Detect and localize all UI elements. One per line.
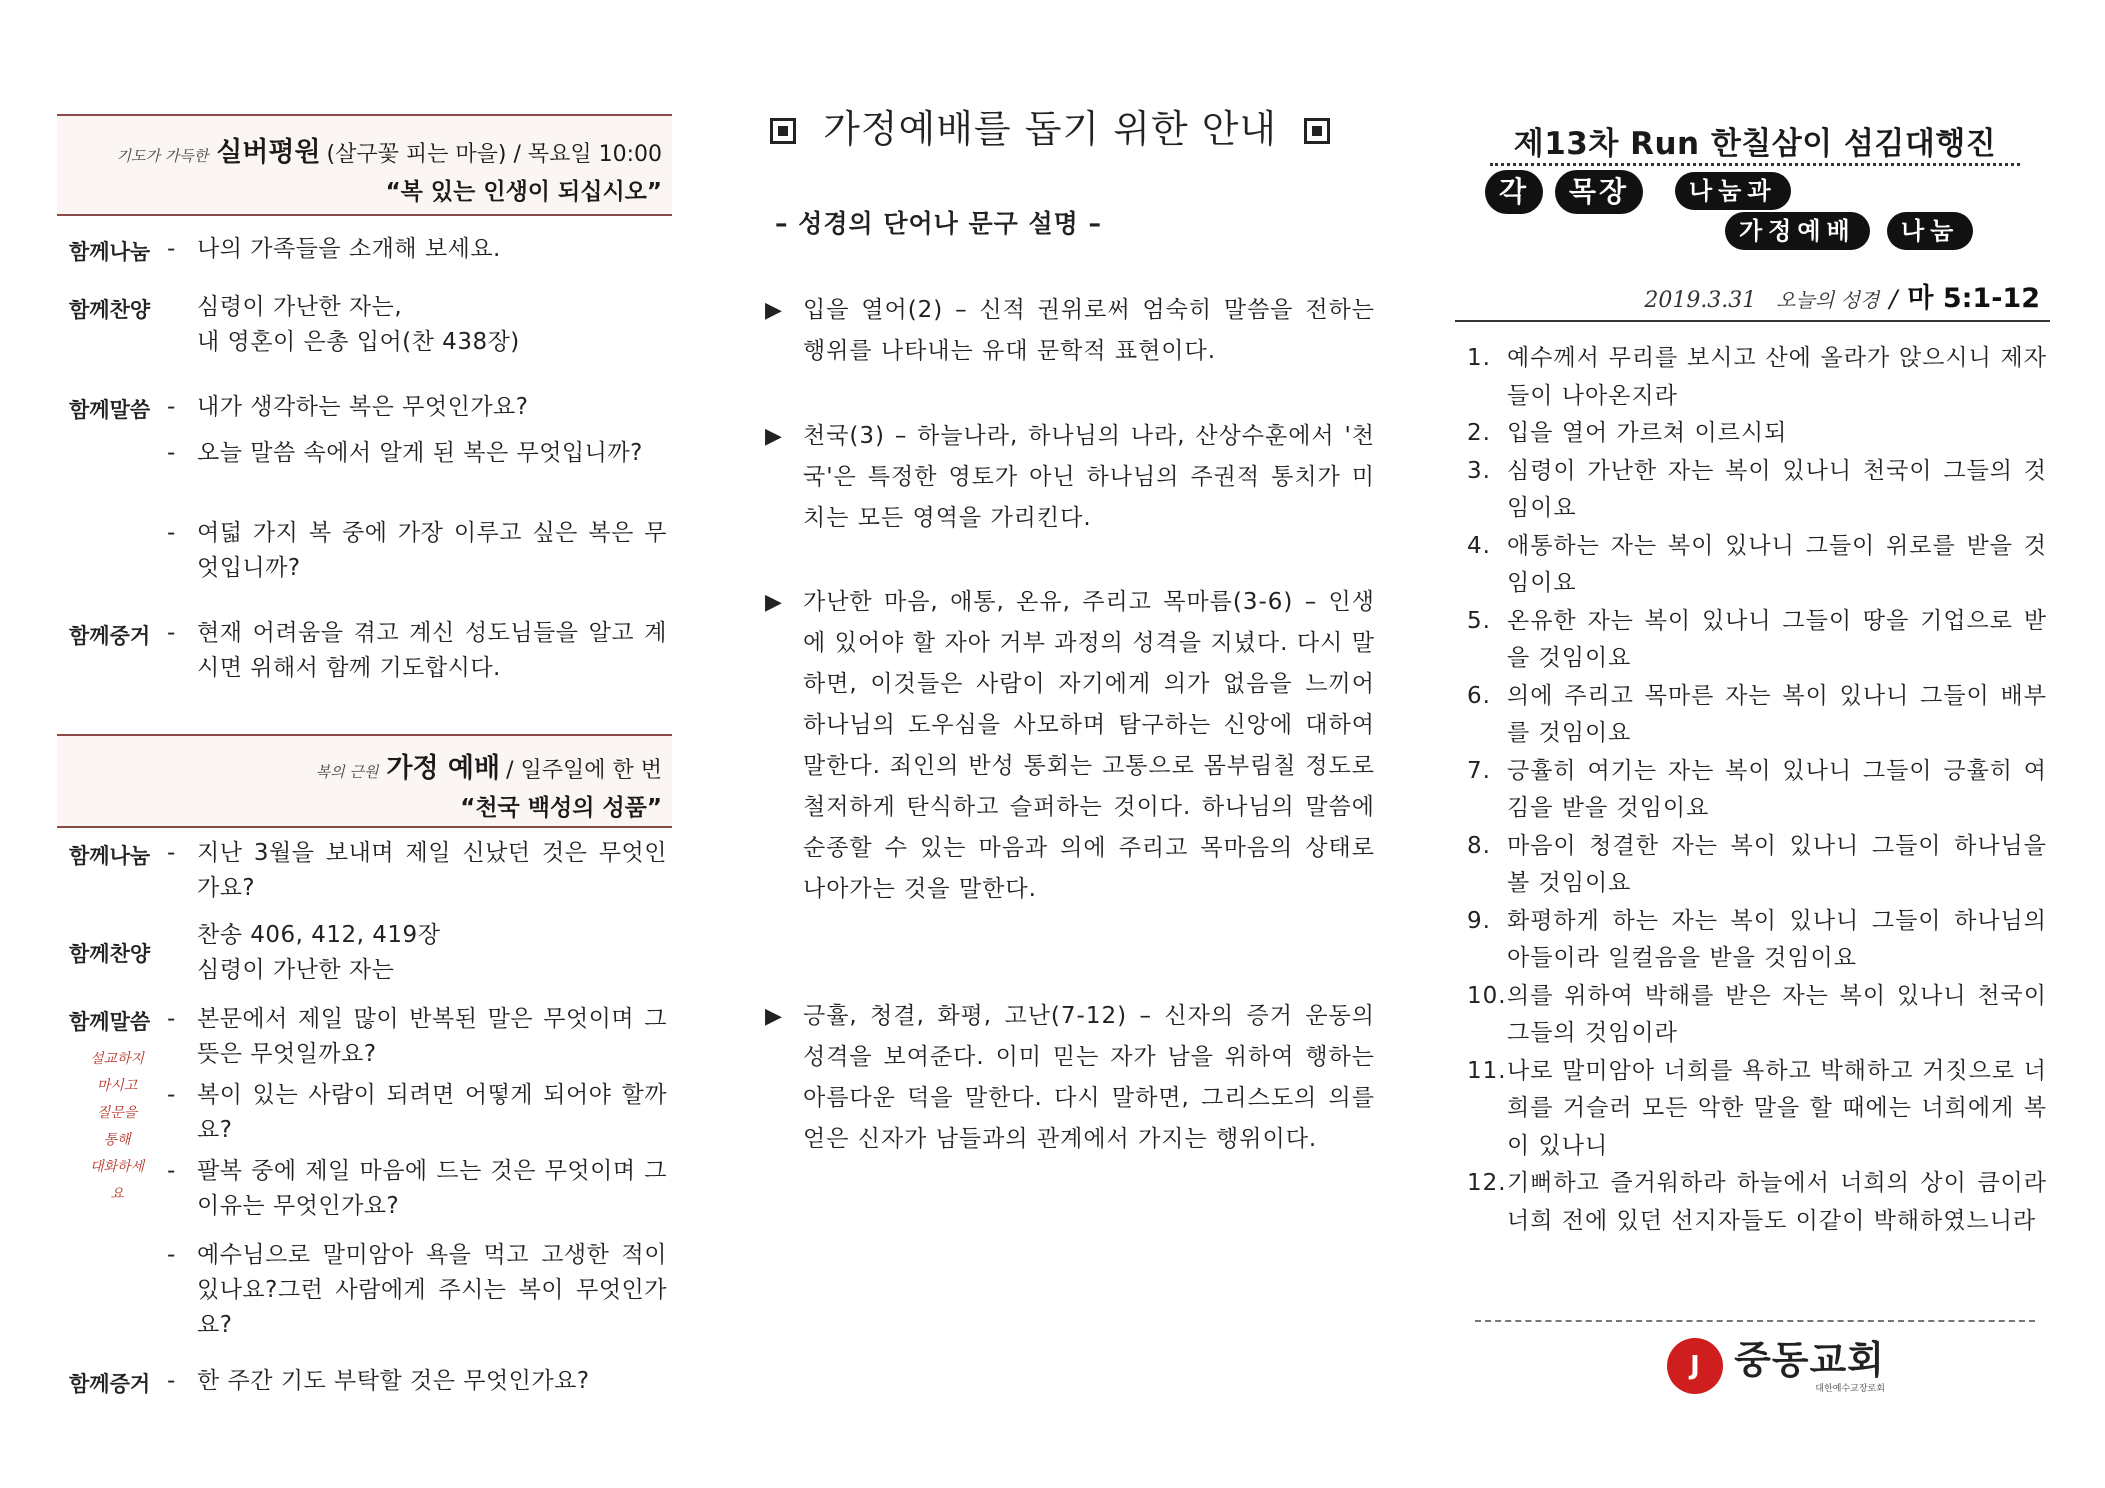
verse-item: 12. 기뻐하고 즐거워하라 하늘에서 너희의 상이 큼이라 너희 전에 있던 선지자들도 이같이 박해하였느니라 (1467, 1170, 2047, 1234)
banner-pill: 목장 (1555, 170, 1643, 214)
question: - 나의 가족들을 소개해 보세요. (167, 236, 501, 262)
triangle-bullet-icon: ▶ (765, 424, 783, 449)
church-logo (1667, 1338, 1885, 1394)
square-bullet-icon (770, 118, 796, 144)
banner-pill: 나눔과 (1675, 172, 1791, 210)
guide-subtitle: – 성경의 단어나 문구 설명 – (775, 209, 1103, 238)
guide-title: 가정예배를 돕기 위한 안내 (770, 98, 1370, 153)
verse-item: 2. 입을 열어 가르쳐 이르시되 (1467, 420, 1788, 446)
square-bullet-icon (1304, 118, 1330, 144)
question: - 한 주간 기도 부탁할 것은 무엇인가요? (167, 1368, 590, 1394)
date: 2019.3.31 (1644, 288, 1757, 313)
row-label: 함께찬양 (69, 298, 151, 322)
triangle-bullet-icon: ▶ (765, 298, 783, 323)
header-kicker: 복의 근원 (315, 763, 379, 781)
header-quote: “천국 백성의 성품” (460, 795, 662, 821)
verse-item: 6. 의에 주리고 목마른 자는 복이 있나니 그들이 배부를 것임이요 (1467, 682, 2047, 746)
question: - 여덟 가지 복 중에 가장 이루고 싶은 복은 무엇입니까? (167, 520, 667, 581)
hymn-lines: 심령이 가난한 자는, 내 영혼이 은총 입어(찬 438장) (197, 294, 520, 355)
row-label: 함께증거 (69, 1372, 151, 1396)
header-kicker: 기도가 가득한 (116, 147, 209, 165)
church-name: 중동교회 대한예수교장로회 (1734, 1337, 1885, 1394)
question: - 팔복 중에 제일 마음에 드는 것은 무엇이며 그 이유는 무엇인가요? (167, 1158, 667, 1219)
hymn-lines: 찬송 406, 412, 419장 심령이 가난한 자는 (197, 922, 441, 983)
verse-item: 1. 예수께서 무리를 보시고 산에 올라가 앉으시니 제자들이 나아온지라 (1467, 345, 2047, 409)
glossary-entry: ▶ 입을 열어(2) – 신적 권위로써 엄숙히 말씀을 전하는 행위를 나타내는 유대 문학적 표현이다. (765, 290, 1375, 372)
verse-item: 4. 애통하는 자는 복이 있나니 그들이 위로를 받을 것임이요 (1467, 532, 2047, 596)
family-worship-header (57, 734, 672, 828)
verse-item: 5. 온유한 자는 복이 있나니 그들이 땅을 기업으로 받을 것임이요 (1467, 607, 2047, 671)
row-label: 함께말씀 (69, 1010, 151, 1034)
row-label: 함께중거 (69, 624, 151, 648)
campaign-title: 제13차 Run 한칠삼이 섬김대행진 (1513, 126, 1997, 162)
question: - 본문에서 제일 많이 반복된 말은 무엇이며 그 뜻은 무엇일까요? (167, 1006, 667, 1067)
reading-header: 2019.3.31 오늘의 성경 / 마 5:1-12 (1644, 283, 2040, 314)
church-logo-icon: J (1667, 1338, 1723, 1394)
silver-plain-header (57, 114, 672, 216)
header-subtitle: / 일주일에 한 번 (506, 758, 662, 783)
verse-list (1467, 340, 2047, 1240)
dotted-divider (1490, 163, 2020, 166)
header-subtitle: (살구꽃 피는 마을) / 목요일 10:00 (326, 142, 662, 167)
question: - 오늘 말씀 속에서 알게 된 복은 무엇입니까? (167, 440, 643, 466)
dashed-divider (1475, 1320, 2035, 1322)
question: - 복이 있는 사람이 되려면 어떻게 되어야 할까요? (167, 1082, 667, 1143)
scripture-reference: 마 5:1-12 (1907, 283, 2040, 314)
header-title: 실버평원 (216, 137, 321, 168)
header-title: 가정 예배 (386, 753, 501, 784)
triangle-bullet-icon: ▶ (765, 1004, 783, 1029)
verse-item: 7. 긍휼히 여기는 자는 복이 있나니 그들이 긍휼히 여김을 받을 것임이요 (1467, 757, 2047, 821)
triangle-bullet-icon: ▶ (765, 590, 783, 615)
verse-item: 11. 나로 말미암아 너희를 욕하고 박해하고 거짓으로 너희를 거슬러 모든 악한 말을 할 때에는 너희에게 복이 있나니 (1467, 1057, 2047, 1159)
glossary-entry: ▶ 긍휼, 청결, 화평, 고난(7-12) – 신자의 증거 운동의 성격을 보여준다. 이미 믿는 자가 남을 위하여 행하는 아름다운 덕을 말한다. 다시 말하면, 그리스도의 의를 얻은 신자가 남들과의 관계에서 가지는 행위이다. (765, 996, 1375, 1160)
verse-item: 3. 심령이 가난한 자는 복이 있나니 천국이 그들의 것임이요 (1467, 457, 2047, 521)
row-label: 함께나눔 (69, 240, 151, 264)
question: - 내가 생각하는 복은 무엇인가요? (167, 394, 529, 420)
rule-divider (1455, 320, 2050, 322)
glossary-entry: ▶ 천국(3) – 하늘나라, 하나님의 나라, 산상수훈에서 '천국'은 특정한 영토가 아닌 하나님의 주권적 통치가 미치는 모든 영역을 가리킨다. (765, 416, 1375, 539)
row-label: 함께찬양 (69, 942, 151, 966)
side-note: 설교하지 마시고 질문을 통해 대화하세 요 (89, 1051, 145, 1202)
header-quote: “복 있는 인생이 되십시오” (385, 179, 662, 205)
banner-pill: 각 (1485, 170, 1543, 214)
verse-item: 8. 마음이 청결한 자는 복이 있나니 그들이 하나님을 볼 것임이요 (1467, 832, 2047, 896)
reading-label: 오늘의 성경 (1776, 288, 1880, 312)
verse-item: 9. 화평하게 하는 자는 복이 있나니 그들이 하나님의 아들이라 일컬음을 받을 것임이요 (1467, 907, 2047, 971)
banner-pill: 가정예배 (1725, 212, 1870, 250)
row-label: 함께나눔 (69, 844, 151, 868)
row-label: 함께말씀 (69, 398, 151, 422)
question: - 현재 어려움을 겪고 계신 성도님들을 알고 계시면 위해서 함께 기도합시다. (167, 620, 667, 681)
banner-pill: 나눔 (1887, 212, 1973, 250)
question: - 예수님으로 말미암아 욕을 먹고 고생한 적이 있나요?그런 사람에게 주시는 복이 무엇인가요? (167, 1242, 667, 1338)
glossary-entry: ▶ 가난한 마음, 애통, 온유, 주리고 목마름(3-6) – 인생에 있어야 할 자아 거부 과정의 성격을 지녔다. 다시 말하면, 이것들은 사람이 자기에게 의가 없음을 느끼어 하나님의 도우심을 사모하며 탐구하는 신앙에 대하여 말한다. 죄인의 반성 통회는 고통으로 몸부림칠 정도로 철저하게 탄식하고 슬퍼하는 것이다. 하나님의 말씀에 순종할 수 있는 마음과 의에 주리고 목마음의 상태로 나아가는 것을 말한다. (765, 582, 1375, 910)
question: - 지난 3월을 보내며 제일 신났던 것은 무엇인가요? (167, 840, 667, 901)
verse-item: 10. 의를 위하여 박해를 받은 자는 복이 있나니 천국이 그들의 것임이라 (1467, 982, 2047, 1046)
